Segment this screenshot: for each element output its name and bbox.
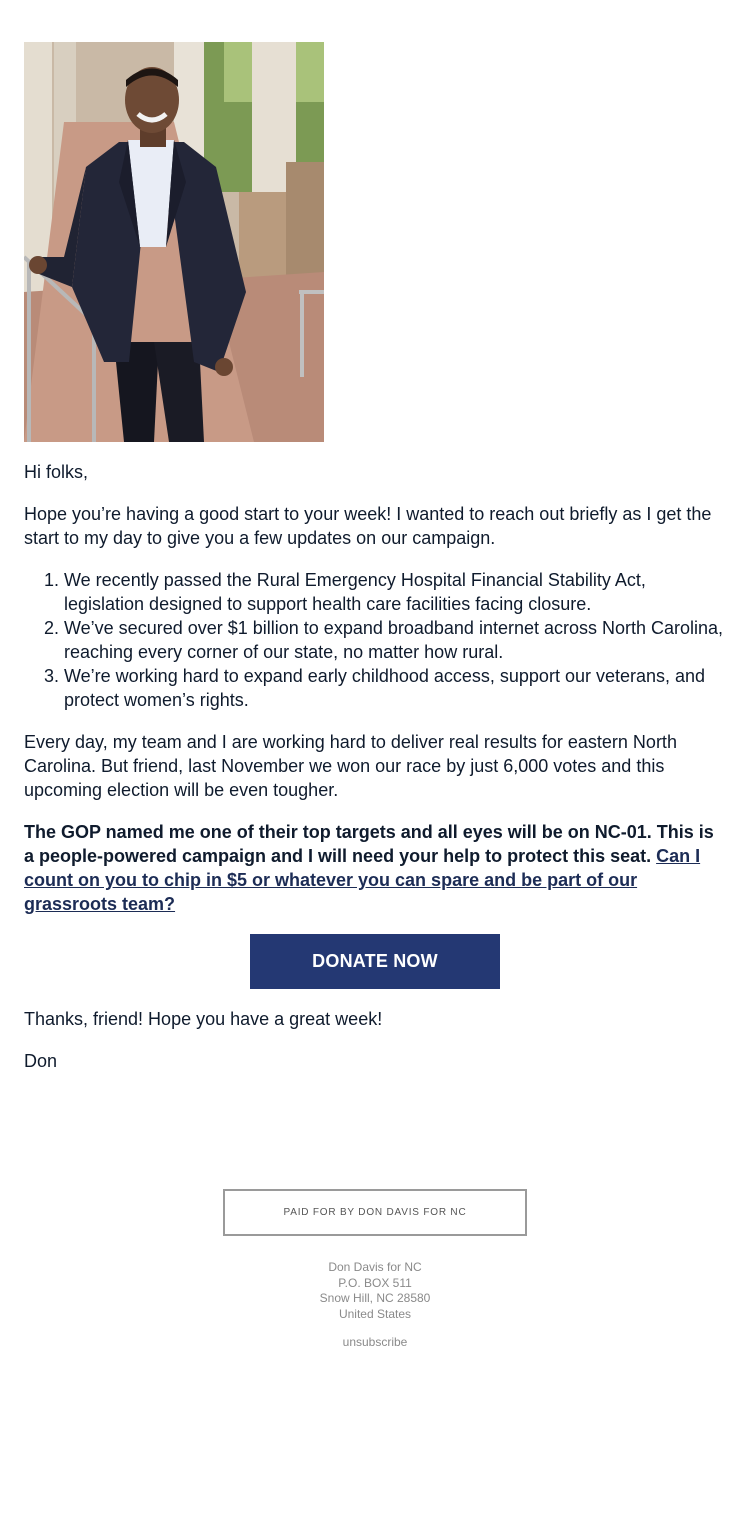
email-footer	[0, 1189, 750, 1351]
candidate-photo	[24, 42, 324, 442]
address-line: Don Davis for NC	[328, 1260, 422, 1274]
list-item: 2. We’ve secured over $1 billion to expand broadband internet across North Carolina, reaching every corner of our state, no matter how rural.	[64, 616, 726, 664]
address-line: Snow Hill, NC 28580	[319, 1291, 431, 1305]
unsubscribe-link[interactable]: unsubscribe	[342, 1335, 408, 1349]
intro-paragraph: Hope you’re having a good start to your week! I wanted to reach out briefly as I get the start to my day to give you a few updates on our campaign.	[24, 504, 712, 548]
greeting-text: Hi folks,	[24, 462, 89, 482]
signature-text: Don	[24, 1051, 58, 1071]
mailing-address	[0, 1260, 750, 1322]
results-paragraph: Every day, my team and I are working hard to deliver real results for eastern North Carolina. But friend, last November we won our race by just 6,000 votes and this upcoming election will be even tougher.	[24, 732, 677, 800]
list-item: 1. We recently passed the Rural Emergency Hospital Financial Stability Act, legislation designed to support health care facilities facing closure.	[64, 568, 726, 616]
address-line: P.O. BOX 511	[338, 1275, 412, 1290]
list-item: 3. We’re working hard to expand early childhood access, support our veterans, and protect women’s rights.	[64, 664, 726, 712]
address-line: United States	[338, 1306, 412, 1321]
donate-container	[24, 934, 726, 989]
email-body	[24, 42, 726, 1091]
paid-for-disclaimer: PAID FOR BY DON DAVIS FOR NC	[223, 1189, 527, 1236]
thanks-text: Thanks, friend! Hope you have a great week!	[24, 1009, 383, 1029]
updates-list	[24, 568, 726, 712]
appeal-paragraph	[24, 820, 726, 916]
appeal-text: The GOP named me one of their top targets and all eyes will be on NC-01. This is a people-powered campaign and I will need your help to protect this seat.	[24, 822, 714, 866]
donate-now-button[interactable]: DONATE NOW	[250, 934, 500, 989]
chip-in-link[interactable]: Can I count on you to chip in $5 or whatever you can spare and be part of our grassroots team?	[24, 846, 701, 914]
